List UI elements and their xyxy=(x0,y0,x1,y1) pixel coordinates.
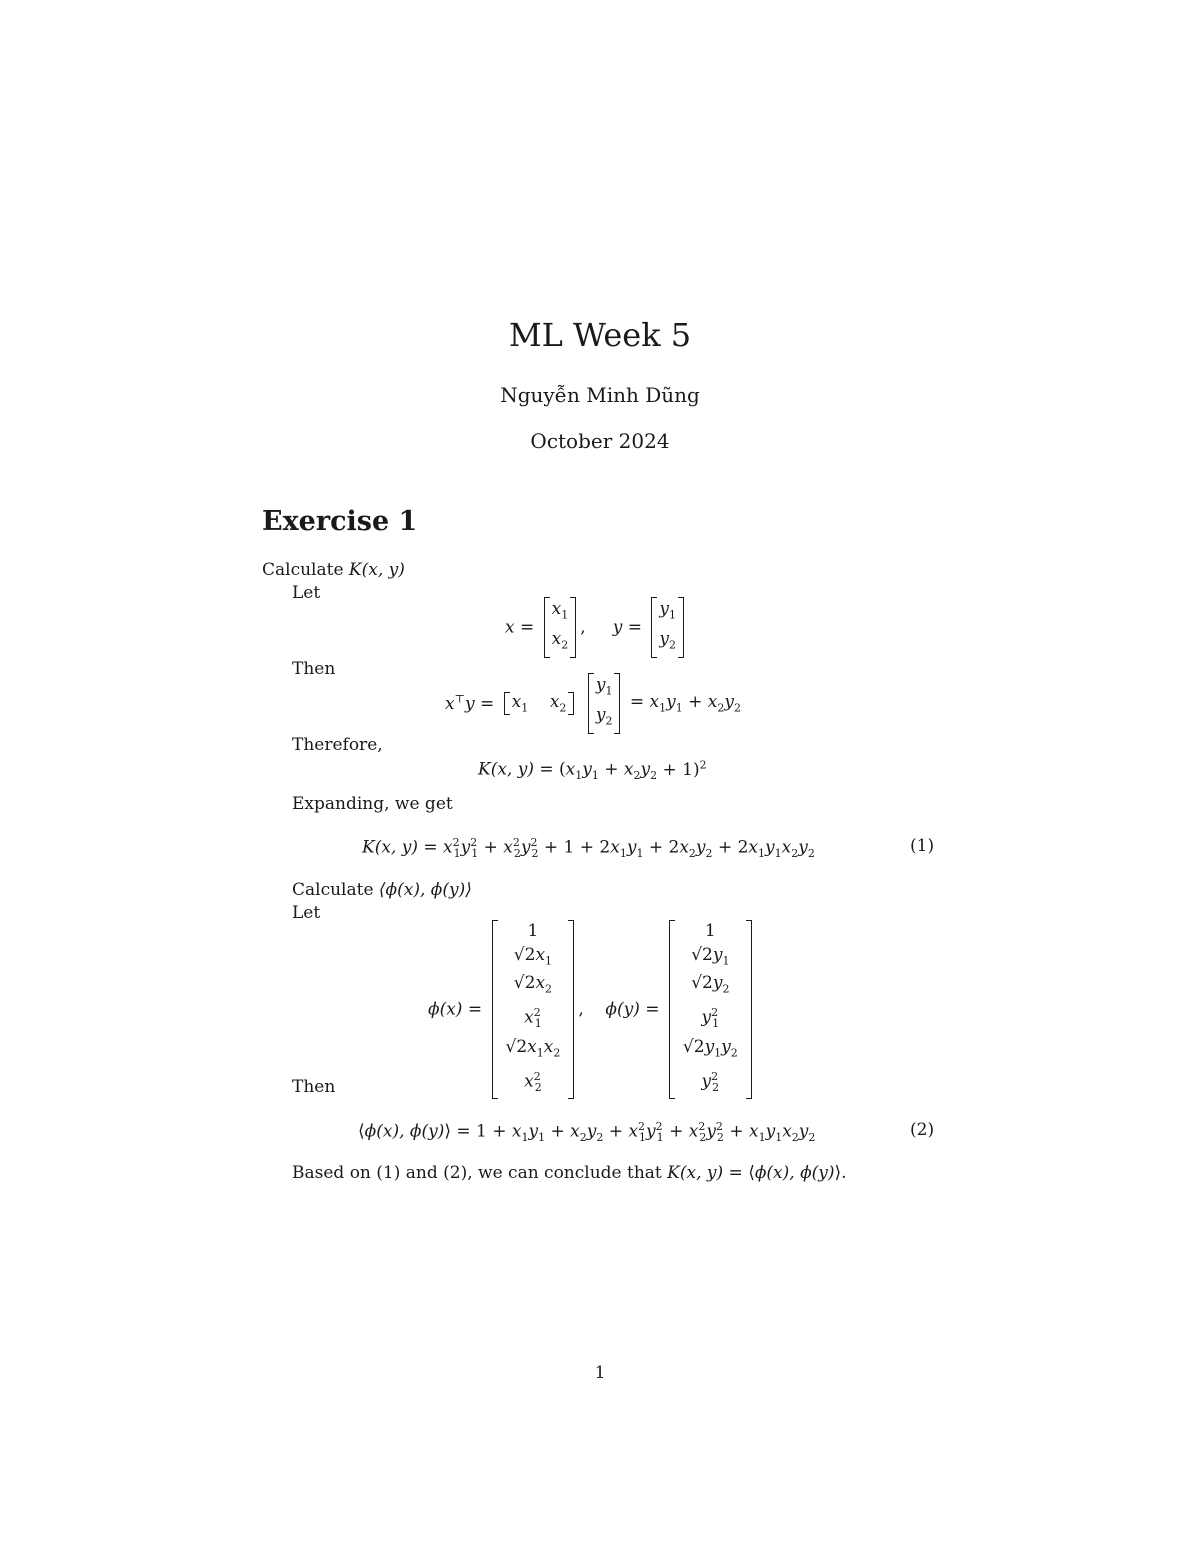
document-title: ML Week 5 xyxy=(508,316,692,354)
kernel-definition-equation: K(x, $y) = (x_1y_1 + x_2y_2 + 1)^2$ xyxy=(478,758,707,783)
equation-number-2: (2) xyxy=(910,1120,935,1140)
conclusion-equation: K(x, y) = ⟨ϕ(x), ϕ(y)⟩. xyxy=(667,1163,847,1183)
let-label-1: Let xyxy=(292,583,321,603)
calculate-kernel-heading xyxy=(262,560,405,580)
vector-definitions-equation: x = $x_1$ $x_2$ , y = $y_1$ $y_2$ xyxy=(505,597,688,658)
then-label-2: Then xyxy=(292,1077,336,1097)
calculate-word: Calculate xyxy=(262,560,344,580)
calculate-inner-product-heading xyxy=(292,880,472,900)
section-heading-exercise-1: Exercise 1 xyxy=(262,506,418,537)
calculate-word: Calculate xyxy=(292,880,374,900)
feature-vector-x: 1 $√2x_1$ $√2x_2$ $x^2_1$ $√2x_1x_2$ $x^2_2$ xyxy=(492,920,575,1099)
author-name: Nguyễn Minh Dũng xyxy=(500,383,700,407)
therefore-label: Therefore, xyxy=(292,735,383,755)
column-vector-y: $y_1$ $y_2$ xyxy=(588,673,621,734)
row-vector-x: $x_1$ $x_2$ xyxy=(504,692,575,714)
equation-number-1: (1) xyxy=(910,836,935,856)
inner-product-expanded-equation: ⟨ϕ(x), ϕ(y)⟩ = $1 + x_1y_1 + x_2y_2 + x^2_1y^2_1 + x^2_2y^2_2 + x_1y_1x_2y_2$ xyxy=(358,1120,816,1145)
page-number: 1 xyxy=(594,1363,606,1383)
let-label-2: Let xyxy=(292,903,321,923)
then-label-1: Then xyxy=(292,659,336,679)
inner-product-expression: ⟨ϕ(x), ϕ(y)⟩ xyxy=(378,880,472,900)
conclusion-sentence xyxy=(292,1163,847,1183)
dot-product-equation: $x^⊤y = x_1$ $x_2$ $y_1$ $y_2$ = $x_1y_1 + x_2y_2$ xyxy=(445,673,741,734)
document-date: October 2024 xyxy=(530,429,670,453)
conclusion-text: Based on (1) and (2), we can conclude that xyxy=(292,1163,662,1183)
vector-y: $y_1$ $y_2$ xyxy=(651,597,684,658)
kernel-expression: K(x, y) xyxy=(348,560,405,580)
vector-x: $x_1$ $x_2$ xyxy=(544,597,577,658)
feature-vector-y: 1 $√2y_1$ $√2y_2$ $y^2_1$ $√2y_1y_2$ $y^2_2$ xyxy=(669,920,752,1099)
kernel-expanded-equation: K(x, $y) = x^2_1y^2_1 + x^2_2y^2_2 + 1 + 2x_1y_1 + 2x_2y_2 + 2x_1y_1x_2y_2$ xyxy=(362,836,815,861)
expanding-label: Expanding, we get xyxy=(292,794,453,814)
feature-map-equation: ϕ(x) = 1 $√2x_1$ $√2x_2$ $x^2_1$ $√2x_1x_2$ $x^2_2$ , ϕ(y) = 1 $√2y_1$ $√2y_2$ $y^2_1$ $√2y_1y_2$ $y^2_2$ xyxy=(428,920,756,1099)
